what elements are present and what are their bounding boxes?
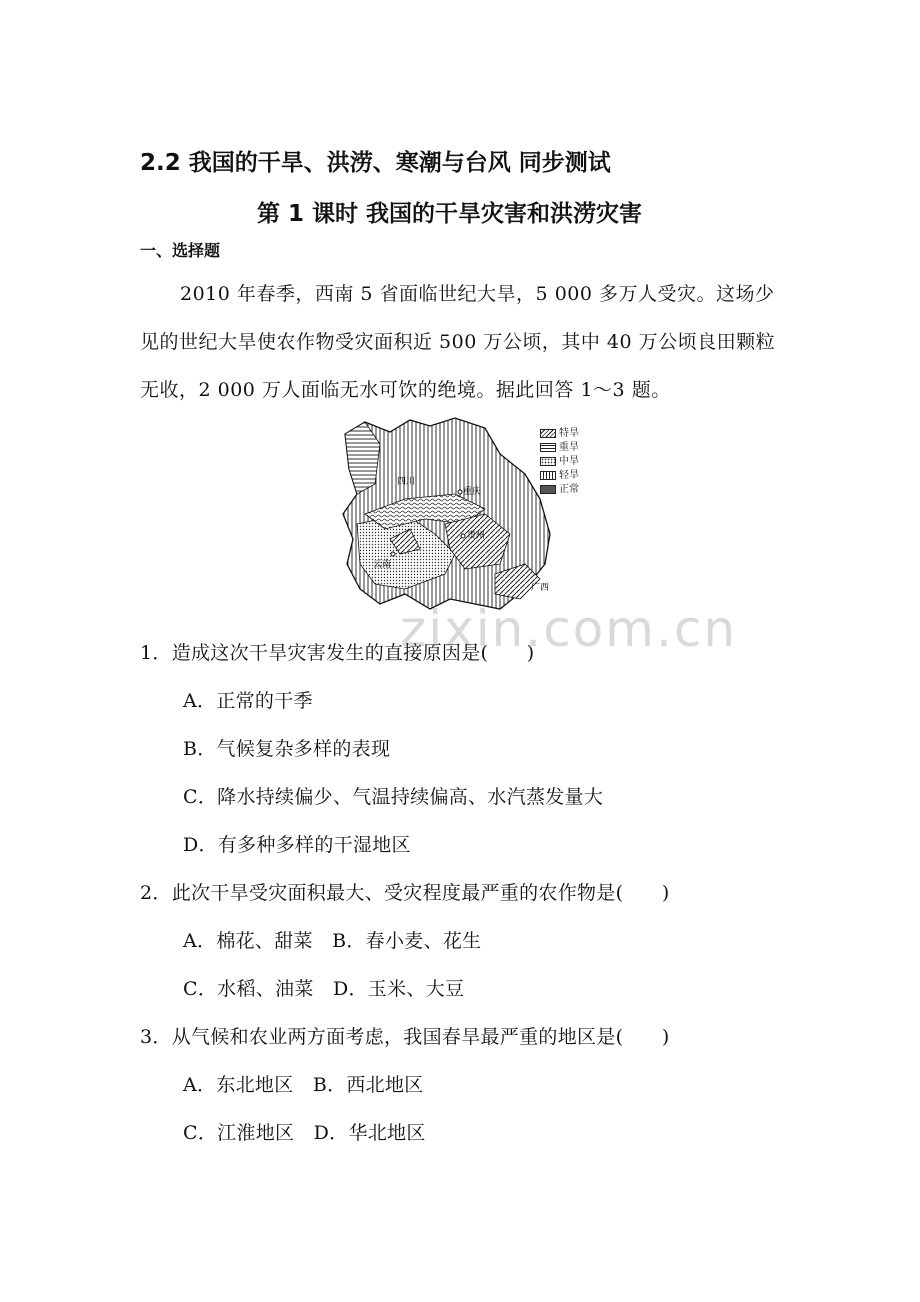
legend-label: 重旱 [559, 442, 579, 453]
question-3-options-cd[interactable]: C．江淮地区 D．华北地区 [183, 1122, 426, 1144]
section-heading: 一、选择题 [140, 241, 221, 260]
legend-medium [540, 452, 579, 467]
intro-paragraph: 2010 年春季，西南 5 省面临世纪大旱，5 000 多万人受灾。这场少见的世纪大旱使农作物受灾面积近 500 万公顷，其中 40 万公顷良田颗粒无收，2 000 万人面临无水可饮的绝境。据此回答 1～3 题。 [140, 283, 776, 401]
question-1-stem: 1．造成这次干旱灾害发生的直接原因是( ) [140, 642, 535, 664]
legend-swatch-icon [540, 429, 556, 438]
legend-swatch-icon [540, 443, 556, 452]
legend-label: 中旱 [559, 456, 579, 467]
question-1-option-a[interactable]: A．正常的干季 [183, 690, 313, 712]
label-guangxi: 广西 [531, 583, 550, 593]
label-chongqing: 重庆 [463, 487, 482, 497]
watermark: zixin.com.cn [400, 600, 738, 658]
legend-swatch-icon [540, 457, 556, 466]
label-sichuan: 四川 [397, 477, 416, 487]
question-3-stem: 3．从气候和农业两方面考虑，我国春旱最严重的地区是( ) [140, 1026, 670, 1048]
question-1-option-d[interactable]: D．有多种多样的干湿地区 [183, 834, 411, 856]
question-1-option-c[interactable]: C．降水持续偏少、气温持续偏高、水汽蒸发量大 [183, 786, 604, 808]
label-guizhou: 贵州 [467, 531, 486, 541]
question-3-options-ab[interactable]: A．东北地区 B．西北地区 [183, 1074, 424, 1096]
lesson-subtitle: 第 1 课时 我国的干旱灾害和洪涝灾害 [257, 201, 643, 227]
page-title: 2.2 我国的干旱、洪涝、寒潮与台风 同步测试 [140, 150, 611, 176]
question-2-stem: 2．此次干旱受灾面积最大、受灾程度最严重的农作物是( ) [140, 882, 670, 904]
legend-label: 特旱 [559, 428, 579, 439]
question-2-options-ab[interactable]: A．棉花、甜菜 B．春小麦、花生 [183, 930, 482, 952]
legend-light [540, 466, 579, 481]
legend-label: 正常 [559, 484, 579, 495]
question-1-option-b[interactable]: B．气候复杂多样的表现 [183, 738, 391, 760]
label-yunnan: 云南 [373, 560, 392, 570]
legend-heavy [540, 438, 579, 453]
legend-swatch-icon [540, 471, 556, 480]
question-2-options-cd[interactable]: C．水稻、油菜 D．玉米、大豆 [183, 978, 465, 1000]
legend-label: 轻旱 [559, 470, 579, 481]
legend-extreme [540, 424, 579, 439]
legend-swatch-icon [540, 485, 556, 494]
legend-normal [540, 480, 579, 495]
